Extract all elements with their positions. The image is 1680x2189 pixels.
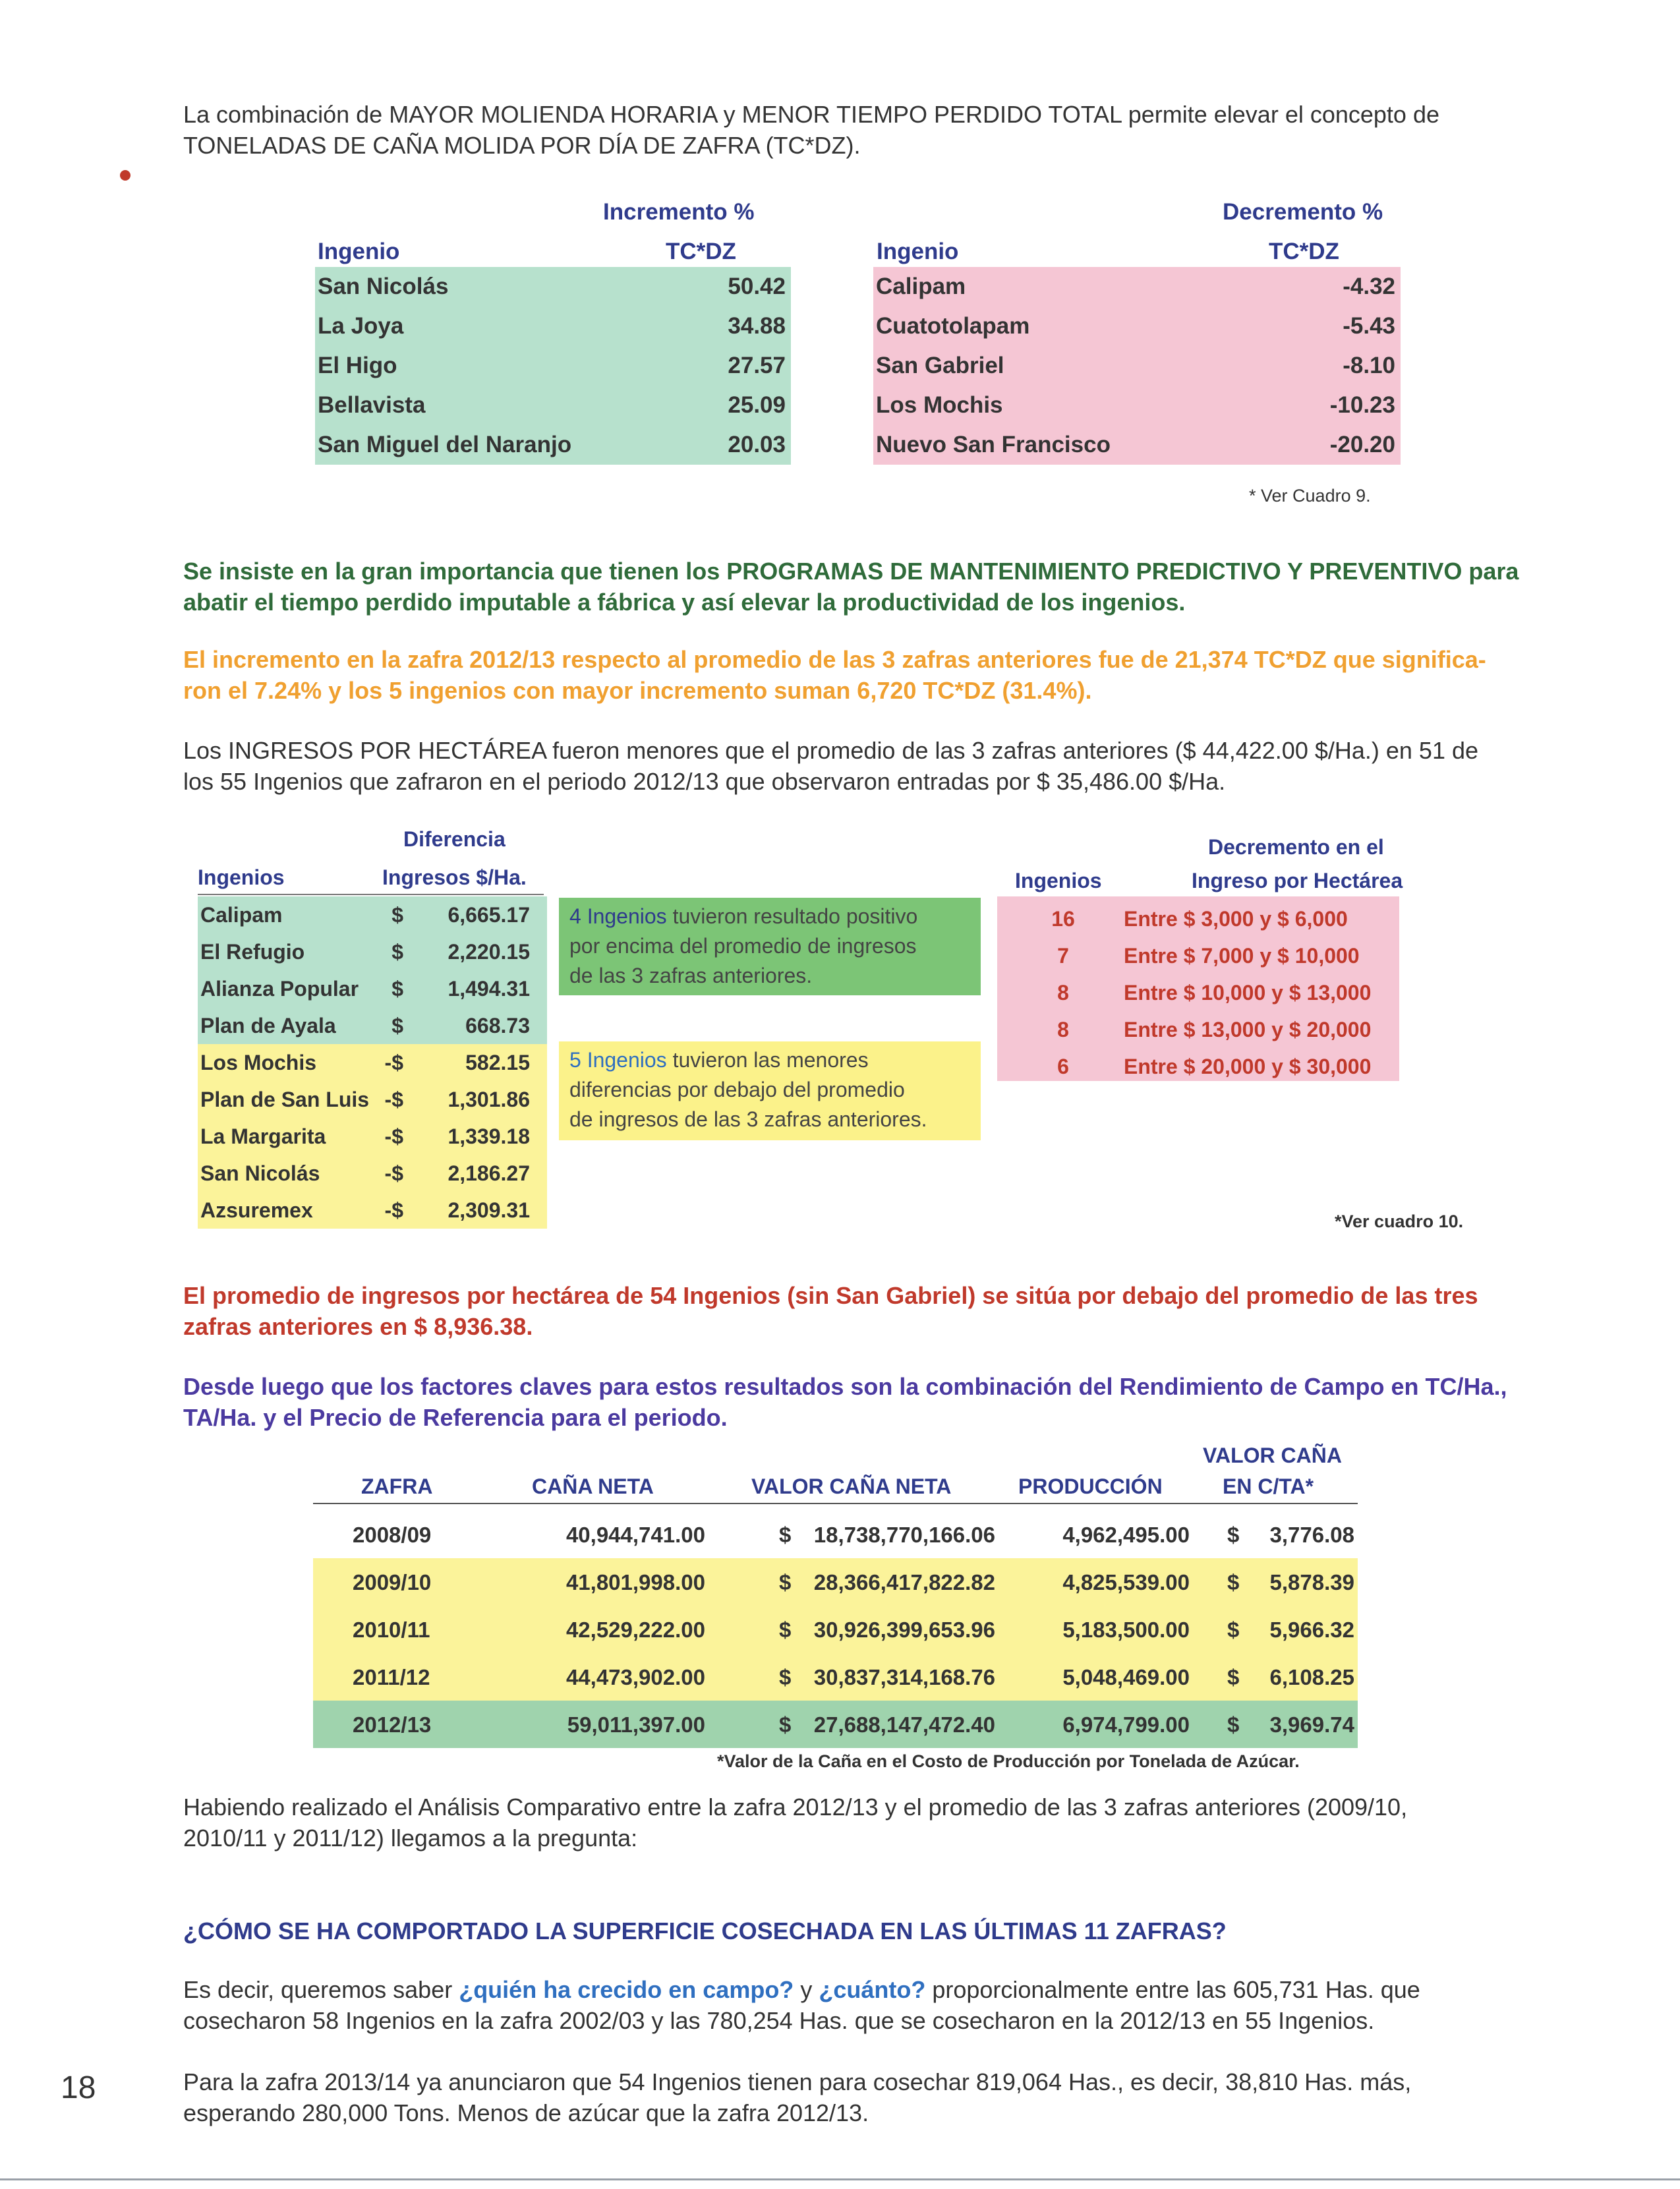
decrement-row-name: Calipam	[876, 274, 966, 299]
positive-box	[559, 898, 981, 995]
dec-ingreso-row	[997, 1048, 1399, 1085]
negative-line-3: de ingresos de las 3 zafras anteriores.	[569, 1107, 927, 1131]
dec-ingreso-note: *Ver cuadro 10.	[1335, 1211, 1464, 1231]
zafra-cell-produccion: 5,183,500.00	[1062, 1618, 1190, 1642]
factores-line-2: TA/Ha. y el Precio de Referencia para el periodo.	[183, 1404, 728, 1431]
zafra-footnote: *Valor de la Caña en el Costo de Producción por Tonelada de Azúcar.	[717, 1751, 1300, 1771]
increment-row-value: 50.42	[728, 274, 786, 299]
diff-row-sign: -$	[384, 1198, 403, 1222]
diff-col-header-top: Diferencia	[403, 827, 506, 851]
zafra-2013-line-1: Para la zafra 2013/14 ya anunciaron que 54 Ingenios tienen para cosechar 819,064 Has., es decir, 38,810 Has. más,	[183, 2068, 1412, 2095]
zafra-cell-cta-sign: $	[1227, 1523, 1240, 1547]
zafra-cell-zafra: 2011/12	[353, 1665, 430, 1689]
increment-col-value: TC*DZ	[666, 239, 736, 264]
diff-row-sign: -$	[384, 1051, 403, 1074]
dec-ingreso-range: Entre $ 7,000 y $ 10,000	[1124, 944, 1360, 968]
zafra-col-produccion: PRODUCCIÓN	[1018, 1474, 1163, 1498]
decrement-row-value: -20.20	[1329, 432, 1395, 457]
zafra-cell-zafra: 2008/09	[353, 1523, 432, 1547]
analisis-line-1: Habiendo realizado el Análisis Comparativo entre la zafra 2012/13 y el promedio de las 3 zafras anteriores (2009/10,	[183, 1794, 1408, 1821]
dec-ingreso-col-ingenios: Ingenios	[1015, 869, 1102, 892]
diff-row	[198, 933, 547, 970]
increment-row-name: San Nicolás	[318, 274, 449, 299]
decir-q1: ¿quién ha crecido en campo?	[459, 1976, 794, 2003]
zafra-cell-cta: 3,776.08	[1269, 1523, 1354, 1547]
zafra-cell-zafra: 2012/13	[353, 1712, 432, 1737]
increment-row-name: El Higo	[318, 353, 397, 378]
increment-row-name: San Miguel del Naranjo	[318, 432, 572, 457]
increment-row-value: 20.03	[728, 432, 786, 457]
zafra-cell-valor: 28,366,417,822.82	[813, 1570, 995, 1594]
diff-row-value: 1,494.31	[448, 977, 530, 1001]
diff-row-value: 6,665.17	[448, 903, 530, 927]
positive-line-3: de las 3 zafras anteriores.	[569, 964, 813, 987]
zafra-cell-cta: 5,878.39	[1269, 1570, 1354, 1594]
programs-line-2: abatir el tiempo perdido imputable a fábrica y así elevar la productividad de los ingenios.	[183, 589, 1186, 616]
zafra-cell-valor-sign: $	[779, 1665, 792, 1689]
decrement-title: Decremento %	[1223, 199, 1383, 225]
increment-row-value: 27.57	[728, 353, 786, 378]
zafra-row	[313, 1558, 1358, 1606]
zafra-cell-valor: 30,837,314,168.76	[813, 1665, 995, 1689]
increment-line-1: El incremento en la zafra 2012/13 respecto al promedio de las 3 zafras anteriores fue de 21,374 TC*DZ que significa-	[183, 646, 1486, 673]
diff-row-sign: $	[391, 903, 403, 927]
increment-row-value: 34.88	[728, 313, 786, 339]
negative-line-2: diferencias por debajo del promedio	[569, 1078, 905, 1101]
dec-ingreso-count: 8	[1057, 1018, 1069, 1041]
zafra-col-zafra: ZAFRA	[361, 1474, 433, 1498]
zafra-cell-cta-sign: $	[1227, 1570, 1240, 1594]
decrement-row-value: -10.23	[1329, 392, 1395, 418]
diff-row-sign: $	[391, 977, 403, 1001]
diff-row-value: 2,309.31	[448, 1198, 530, 1222]
increment-row	[315, 346, 791, 386]
dec-ingreso-title-2: Ingreso por Hectárea	[1192, 869, 1403, 892]
diff-row-name: Plan de Ayala	[200, 1014, 336, 1037]
programs-line-1: Se insiste en la gran importancia que tienen los PROGRAMAS DE MANTENIMIENTO PREDICTIVO Y PREVENTIVO para	[183, 558, 1519, 585]
increment-col-ingenio: Ingenio	[318, 239, 400, 264]
zafra-col-valor-cta-2: EN C/TA*	[1223, 1474, 1314, 1498]
decrement-col-ingenio: Ingenio	[877, 239, 959, 264]
decrement-row	[873, 306, 1401, 346]
page-number: 18	[61, 2070, 96, 2105]
intro-line-2: TONELADAS DE CAÑA MOLIDA POR DÍA DE ZAFRA (TC*DZ).	[183, 132, 861, 159]
diff-row-value: 582.15	[465, 1051, 530, 1074]
decir-prefix: Es decir, queremos saber	[183, 1976, 459, 2003]
decir-mid: y	[794, 1976, 819, 2003]
ingresos-line-1: Los INGRESOS POR HECTÁREA fueron menores que el promedio de las 3 zafras anteriores ($ 44,422.00 $/Ha.) en 51 de	[183, 737, 1479, 764]
zafra-cell-produccion: 4,825,539.00	[1062, 1570, 1190, 1594]
increment-row	[315, 267, 791, 306]
question-heading: ¿CÓMO SE HA COMPORTADO LA SUPERFICIE COSECHADA EN LAS ÚLTIMAS 11 ZAFRAS?	[183, 1917, 1227, 1944]
zafra-row	[313, 1606, 1358, 1653]
zafra-col-cana: CAÑA NETA	[532, 1474, 654, 1498]
zafra-cell-valor-sign: $	[779, 1712, 792, 1737]
dec-ingreso-range: Entre $ 3,000 y $ 6,000	[1124, 907, 1348, 931]
increment-title: Incremento %	[603, 199, 755, 225]
analisis-line-2: 2010/11 y 2011/12) llegamos a la pregunta:	[183, 1824, 638, 1852]
diff-row	[198, 1007, 547, 1044]
diff-row-value: 1,301.86	[448, 1088, 530, 1111]
decrement-row-value: -4.32	[1343, 274, 1395, 299]
zafra-cell-valor: 18,738,770,166.06	[813, 1523, 995, 1547]
diff-row	[198, 896, 547, 933]
zafra-cell-zafra: 2010/11	[353, 1618, 430, 1642]
zafra-cell-cana: 40,944,741.00	[565, 1523, 705, 1547]
decrement-row	[873, 425, 1401, 465]
zafra-cell-cta-sign: $	[1227, 1618, 1240, 1642]
analisis-paragraph	[183, 1792, 1407, 1853]
decrement-note: * Ver Cuadro 9.	[1249, 486, 1371, 506]
negative-line-1: tuvieron las menores	[666, 1048, 869, 1072]
zafra-cell-cta-sign: $	[1227, 1665, 1240, 1689]
decrement-row	[873, 267, 1401, 306]
zafra-cell-cta: 5,966.32	[1269, 1618, 1354, 1642]
diff-col-ingenios: Ingenios	[198, 865, 285, 889]
diff-row-sign: -$	[384, 1161, 403, 1185]
diff-col-ingresos: Ingresos $/Ha.	[382, 865, 527, 889]
diff-row-name: Alianza Popular	[200, 977, 359, 1001]
decrement-row-name: San Gabriel	[876, 353, 1004, 378]
diff-row-sign: $	[391, 1014, 403, 1037]
zafra-cell-valor: 30,926,399,653.96	[813, 1618, 995, 1642]
promedio-line-2: zafras anteriores en $ 8,936.38.	[183, 1313, 533, 1340]
dec-ingreso-row	[997, 937, 1399, 974]
zafra-cell-cana: 42,529,222.00	[565, 1618, 705, 1642]
diff-header-rule	[198, 894, 544, 895]
diff-row-name: Azsuremex	[200, 1198, 313, 1222]
zafra-cell-zafra: 2009/10	[353, 1570, 432, 1594]
programs-paragraph	[183, 556, 1519, 618]
zafra-cell-cana: 41,801,998.00	[565, 1570, 705, 1594]
zafra-row	[313, 1701, 1358, 1748]
diff-row-sign: $	[391, 940, 403, 964]
decrement-row-name: Nuevo San Francisco	[876, 432, 1111, 457]
increment-paragraph	[183, 644, 1486, 706]
negative-box	[559, 1041, 981, 1140]
zafra-col-valor-cta-1: VALOR CAÑA	[1203, 1444, 1342, 1467]
negative-highlight: 5 Ingenios	[569, 1048, 667, 1072]
intro-paragraph	[183, 99, 1439, 161]
diff-row	[198, 1155, 547, 1192]
diff-row	[198, 1118, 547, 1155]
ingresos-paragraph	[183, 735, 1478, 797]
increment-line-2: ron el 7.24% y los 5 ingenios con mayor incremento suman 6,720 TC*DZ (31.4%).	[183, 677, 1092, 704]
decrement-row-name: Los Mochis	[876, 392, 1003, 418]
zafra-col-valor: VALOR CAÑA NETA	[751, 1474, 952, 1498]
diff-row-value: 2,186.27	[448, 1161, 530, 1185]
zafra-cell-cta: 3,969.74	[1269, 1712, 1354, 1737]
diff-row-sign: -$	[384, 1088, 403, 1111]
zafra-row	[313, 1653, 1358, 1701]
bottom-rule	[0, 2178, 1680, 2180]
zafra-cell-cana: 59,011,397.00	[567, 1712, 705, 1737]
increment-row	[315, 306, 791, 346]
diff-row-name: Plan de San Luis	[200, 1088, 370, 1111]
zafra-cell-valor-sign: $	[779, 1618, 792, 1642]
increment-row-value: 25.09	[728, 392, 786, 418]
bullet-dot-icon	[120, 170, 130, 181]
dec-ingreso-range: Entre $ 13,000 y $ 20,000	[1124, 1018, 1372, 1041]
decrement-row-value: -8.10	[1343, 353, 1395, 378]
zafra-cell-produccion: 6,974,799.00	[1062, 1712, 1190, 1737]
dec-ingreso-count: 16	[1051, 907, 1075, 931]
promedio-paragraph	[183, 1280, 1478, 1342]
diff-row	[198, 1192, 547, 1229]
zafra-cell-cta: 6,108.25	[1269, 1665, 1354, 1689]
decir-suffix: proporcionalmente entre las 605,731 Has. que	[925, 1976, 1420, 2003]
zafra-2013-line-2: esperando 280,000 Tons. Menos de azúcar que la zafra 2012/13.	[183, 2099, 869, 2126]
factores-line-1: Desde luego que los factores claves para estos resultados son la combinación del Rendimiento de Campo en TC/Ha.,	[183, 1373, 1507, 1400]
dec-ingreso-row	[997, 900, 1399, 937]
diff-row	[198, 970, 547, 1007]
dec-ingreso-row	[997, 974, 1399, 1011]
dec-ingreso-range: Entre $ 20,000 y $ 30,000	[1124, 1055, 1372, 1078]
dec-ingreso-count: 7	[1057, 944, 1069, 968]
ingresos-line-2: los 55 Ingenios que zafraron en el periodo 2012/13 que observaron entradas por $ 35,486.00 $/Ha.	[183, 768, 1226, 795]
decir-q2: ¿cuánto?	[819, 1976, 926, 2003]
zafra-cell-produccion: 5,048,469.00	[1062, 1665, 1190, 1689]
diff-row-name: Los Mochis	[200, 1051, 317, 1074]
dec-ingreso-count: 6	[1057, 1055, 1069, 1078]
dec-ingreso-title-1: Decremento en el	[1208, 835, 1384, 859]
factores-paragraph	[183, 1371, 1507, 1433]
zafra-cell-valor: 27,688,147,472.40	[813, 1712, 995, 1737]
increment-row	[315, 425, 791, 465]
dec-ingreso-range: Entre $ 10,000 y $ 13,000	[1124, 981, 1372, 1005]
dec-ingreso-count: 8	[1057, 981, 1069, 1005]
diff-row	[198, 1081, 547, 1118]
diff-row-name: San Nicolás	[200, 1161, 320, 1185]
decrement-row	[873, 346, 1401, 386]
diff-row-name: El Refugio	[200, 940, 305, 964]
diff-row-sign: -$	[384, 1124, 403, 1148]
zafra-row	[313, 1511, 1358, 1558]
zafra-cell-valor-sign: $	[779, 1523, 792, 1547]
increment-row-name: La Joya	[318, 313, 404, 339]
decrement-row	[873, 386, 1401, 425]
zafra-2013-paragraph	[183, 2066, 1411, 2128]
decrement-col-value: TC*DZ	[1269, 239, 1339, 264]
diff-row-value: 668.73	[465, 1014, 530, 1037]
decir-paragraph	[183, 1974, 1420, 2036]
decrement-row-value: -5.43	[1343, 313, 1395, 339]
zafra-cell-cta-sign: $	[1227, 1712, 1240, 1737]
positive-line-1: tuvieron resultado positivo	[666, 904, 918, 928]
dec-ingreso-row	[997, 1011, 1399, 1048]
positive-line-2: por encima del promedio de ingresos	[569, 934, 917, 958]
zafra-cell-valor-sign: $	[779, 1570, 792, 1594]
zafra-header-rule	[313, 1503, 1358, 1504]
diff-row-name: La Margarita	[200, 1124, 326, 1148]
diff-row-name: Calipam	[200, 903, 283, 927]
decir-line-2: cosecharon 58 Ingenios en la zafra 2002/03 y las 780,254 Has. que se cosecharon en la 2012/13 en 55 Ingenios.	[183, 2007, 1375, 2034]
diff-row	[198, 1044, 547, 1081]
intro-line-1: La combinación de MAYOR MOLIENDA HORARIA y MENOR TIEMPO PERDIDO TOTAL permite elevar el concepto de	[183, 101, 1439, 128]
diff-row-value: 2,220.15	[448, 940, 530, 964]
zafra-cell-cana: 44,473,902.00	[565, 1665, 705, 1689]
zafra-cell-produccion: 4,962,495.00	[1062, 1523, 1190, 1547]
positive-highlight: 4 Ingenios	[569, 904, 667, 928]
promedio-line-1: El promedio de ingresos por hectárea de 54 Ingenios (sin San Gabriel) se sitúa por debajo del promedio de las tres	[183, 1282, 1478, 1309]
decrement-row-name: Cuatotolapam	[876, 313, 1030, 339]
diff-row-value: 1,339.18	[448, 1124, 530, 1148]
increment-row	[315, 386, 791, 425]
increment-row-name: Bellavista	[318, 392, 426, 418]
